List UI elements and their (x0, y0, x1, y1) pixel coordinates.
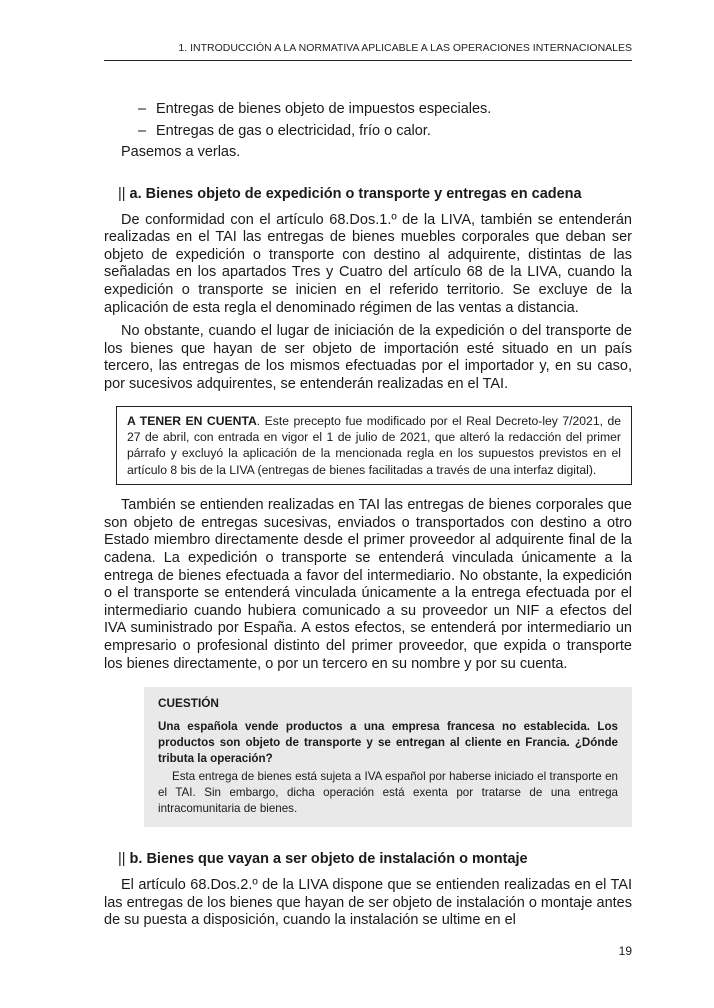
section-a-heading (104, 186, 632, 202)
section-a-paragraph-3: También se entienden realizadas en TAI las entregas de bienes corporales que son objeto de entregas sucesivas, enviados o transportados con destino a otro Estado miembro directamente desde el primer proveedor al adquirente final de la cadena. La expedición o transporte se entenderá vinculada únicamente a la entrega de bienes efectuada a favor del intermediario. No obstante, la expedición o el transporte se entenderá vinculada únicamente a la entrega efectuada por el intermediario cuando hubiera comunicado a su proveedor un NIF a efectos del IVA suministrado por España. A estos efectos, se entenderá por intermediario un empresario o profesional distinto del primer proveedor, que expida o transporte los bienes directamente, o por un tercero en su nombre y por su cuenta. (104, 497, 632, 672)
section-b-heading-text: b. Bienes que vayan a ser objeto de instalación o montaje (129, 851, 528, 868)
question-text: Una española vende productos a una empresa francesa no establecida. Los productos son objeto de transporte y se entregan al cliente en Francia. ¿Dónde tributa la operación? (158, 720, 618, 766)
list-item-text: Entregas de gas o electricidad, frío o calor. (156, 123, 431, 139)
heading-bar: || (118, 851, 126, 868)
heading-bar: || (118, 185, 126, 202)
running-header: 1. INTRODUCCIÓN A LA NORMATIVA APLICABLE A LAS OPERACIONES INTERNACIONALES (104, 42, 632, 61)
intro-list (104, 98, 632, 142)
answer-text: Esta entrega de bienes está sujeta a IVA español por haberse iniciado el transporte en el TAI. Sin embargo, dicha operación está exenta por tratarse de una entrega intracomunitaria de bienes. (158, 770, 618, 816)
list-item (104, 120, 632, 142)
list-item (104, 98, 632, 120)
note-label: A TENER EN CUENTA (127, 413, 257, 428)
note-text: . Este precepto fue modificado por el Real Decreto-ley 7/2021, de 27 de abril, con entrada en vigor el 1 de julio de 2021, que alteró la redacción del primer párrafo y excluyó la aplicación de la mencionada regla en los supuestos previstos en el artículo 8 bis de la LIVA (entregas de bienes facilitadas a través de una interfaz digital). (127, 413, 622, 477)
section-b-paragraph-1: El artículo 68.Dos.2.º de la LIVA dispone que se entienden realizadas en el TAI las entregas de los bienes que hayan de ser objeto de instalación o montaje antes de su puesta a disposición, cuando la instalación se ultime en el (104, 877, 632, 929)
question-box (144, 687, 632, 827)
section-b-heading (104, 851, 632, 867)
page-number: 19 (618, 944, 632, 958)
page-body (104, 94, 632, 930)
intro-closing: Pasemos a verlas. (121, 144, 241, 160)
question-title: CUESTIÓN (158, 696, 219, 711)
list-item-text: Entregas de bienes objeto de impuestos especiales. (156, 101, 492, 117)
section-a-paragraph-1: De conformidad con el artículo 68.Dos.1.º de la LIVA, también se entenderán realizadas en el TAI las entregas de bienes muebles corporales que deban ser objeto de expedición o transporte con destino al adquirente, distintas de las señaladas en los apartados Tres y Cuatro del artículo 68 de la LIVA, cuando la expedición o transporte se inicien en el referido territorio. Se excluye de la aplicación de esta regla el denominado régimen de las ventas a distancia. (104, 211, 632, 316)
section-a-heading-text: a. Bienes objeto de expedición o transporte y entregas en cadena (129, 185, 582, 202)
note-box (116, 406, 632, 486)
list-dash: – (138, 123, 147, 139)
list-dash: – (138, 101, 147, 117)
section-a-paragraph-2: No obstante, cuando el lugar de iniciación de la expedición o del transporte de los bienes que hayan de ser objeto de importación esté situado en un país tercero, las entregas de los mismos efectuadas por el importador y, en su caso, por sucesivos adquirentes, se entenderán realizadas en el TAI. (104, 323, 632, 392)
